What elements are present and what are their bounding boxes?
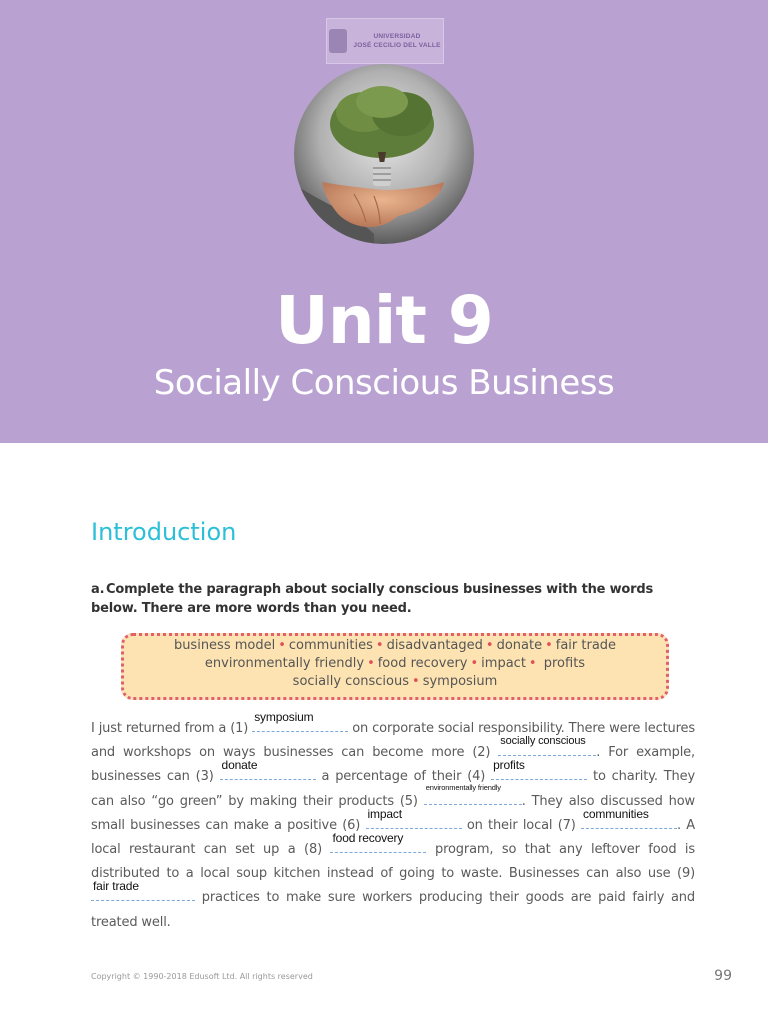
paragraph-text: . A local restaurant can set up a (8) [91, 817, 696, 858]
paragraph-text: practices to make sure workers producing their goods are paid fairly and treated well. [91, 890, 695, 930]
answer-field-9[interactable] [91, 879, 195, 901]
answer-text: impact [367, 806, 402, 821]
answer-field-4[interactable] [491, 758, 587, 780]
bullet-icon: • [470, 656, 479, 671]
unit-subtitle: Socially Conscious Business [153, 363, 615, 403]
paragraph-text: . For example, businesses can (3) [91, 745, 695, 785]
word-bank-item: communities [288, 638, 373, 653]
unit-header-banner [0, 0, 768, 443]
paragraph-text: . They also discussed how small businesses can make a positive (6) [91, 793, 696, 833]
bullet-icon: • [412, 674, 420, 689]
word-bank-line-3 [124, 673, 666, 691]
answer-text: donate [221, 758, 258, 773]
logo-line-2: JOSÉ CECILIO DEL VALLE [353, 42, 441, 49]
word-bank [121, 633, 669, 700]
word-bank-item: food recovery [377, 656, 468, 671]
answer-text: food recovery [332, 830, 404, 845]
answer-field-8[interactable] [330, 830, 426, 853]
answer-text: environmentally friendly [425, 783, 501, 793]
answer-field-1[interactable] [252, 709, 348, 732]
exercise-instruction [91, 580, 699, 618]
word-bank-item: symposium [422, 674, 498, 689]
bullet-icon: • [545, 638, 553, 653]
paragraph-text: on corporate social responsibility. There were lectures and workshops on ways businesses can become more (2) [91, 721, 696, 761]
paragraph-text: on their local (7) [466, 817, 576, 833]
answer-text: socially conscious [500, 735, 586, 747]
bullet-icon: • [278, 638, 286, 653]
answer-text: fair trade [93, 879, 139, 894]
page-number: 99 [714, 968, 732, 984]
word-bank-item: business model [173, 638, 276, 653]
paragraph-text: a percentage of their (4) [321, 769, 486, 785]
answer-text: profits [493, 758, 525, 773]
instruction-text: Complete the paragraph about socially conscious businesses with the words below. There are more words than you need. [91, 582, 654, 616]
bullet-icon: • [367, 656, 375, 671]
logo-line-1: UNIVERSIDAD [373, 33, 421, 40]
university-crest-icon [329, 29, 347, 53]
cloze-paragraph [91, 709, 696, 935]
word-bank-item: environmentally friendly [204, 656, 365, 671]
word-bank-item: impact [481, 656, 526, 671]
paragraph-text: to charity. They can also “go green” by making their products (5) [91, 769, 696, 809]
university-logo [326, 18, 444, 64]
answer-text: symposium [254, 709, 314, 724]
word-bank-item: profits [543, 656, 586, 671]
tree-lightbulb-hand-image [294, 64, 474, 244]
section-heading: Introduction [91, 518, 237, 546]
exercise-letter: a. [91, 582, 105, 597]
copyright-notice: Copyright © 1990-2018 Edusoft Ltd. All rights reserved [91, 972, 313, 981]
word-bank-line-2 [124, 655, 666, 673]
bullet-icon: • [375, 638, 384, 653]
word-bank-line-1 [124, 637, 666, 655]
answer-text: communities [582, 806, 649, 821]
word-bank-item: disadvantaged [386, 638, 483, 653]
word-bank-item: donate [496, 638, 543, 653]
word-bank-item: socially conscious [292, 674, 410, 689]
bullet-icon: • [485, 638, 494, 653]
unit-title: Unit 9 [275, 282, 493, 359]
answer-field-7[interactable] [581, 806, 677, 829]
paragraph-text: program, so that any leftover food is distributed to a local soup kitchen instead of going to waste. Businesses can also use (9) [91, 842, 696, 882]
answer-field-5[interactable] [424, 783, 522, 805]
answer-field-3[interactable] [220, 758, 316, 780]
paragraph-text: I just returned from a (1) [91, 721, 249, 736]
word-bank-item: fair trade [555, 638, 617, 653]
bullet-icon: • [528, 656, 537, 671]
